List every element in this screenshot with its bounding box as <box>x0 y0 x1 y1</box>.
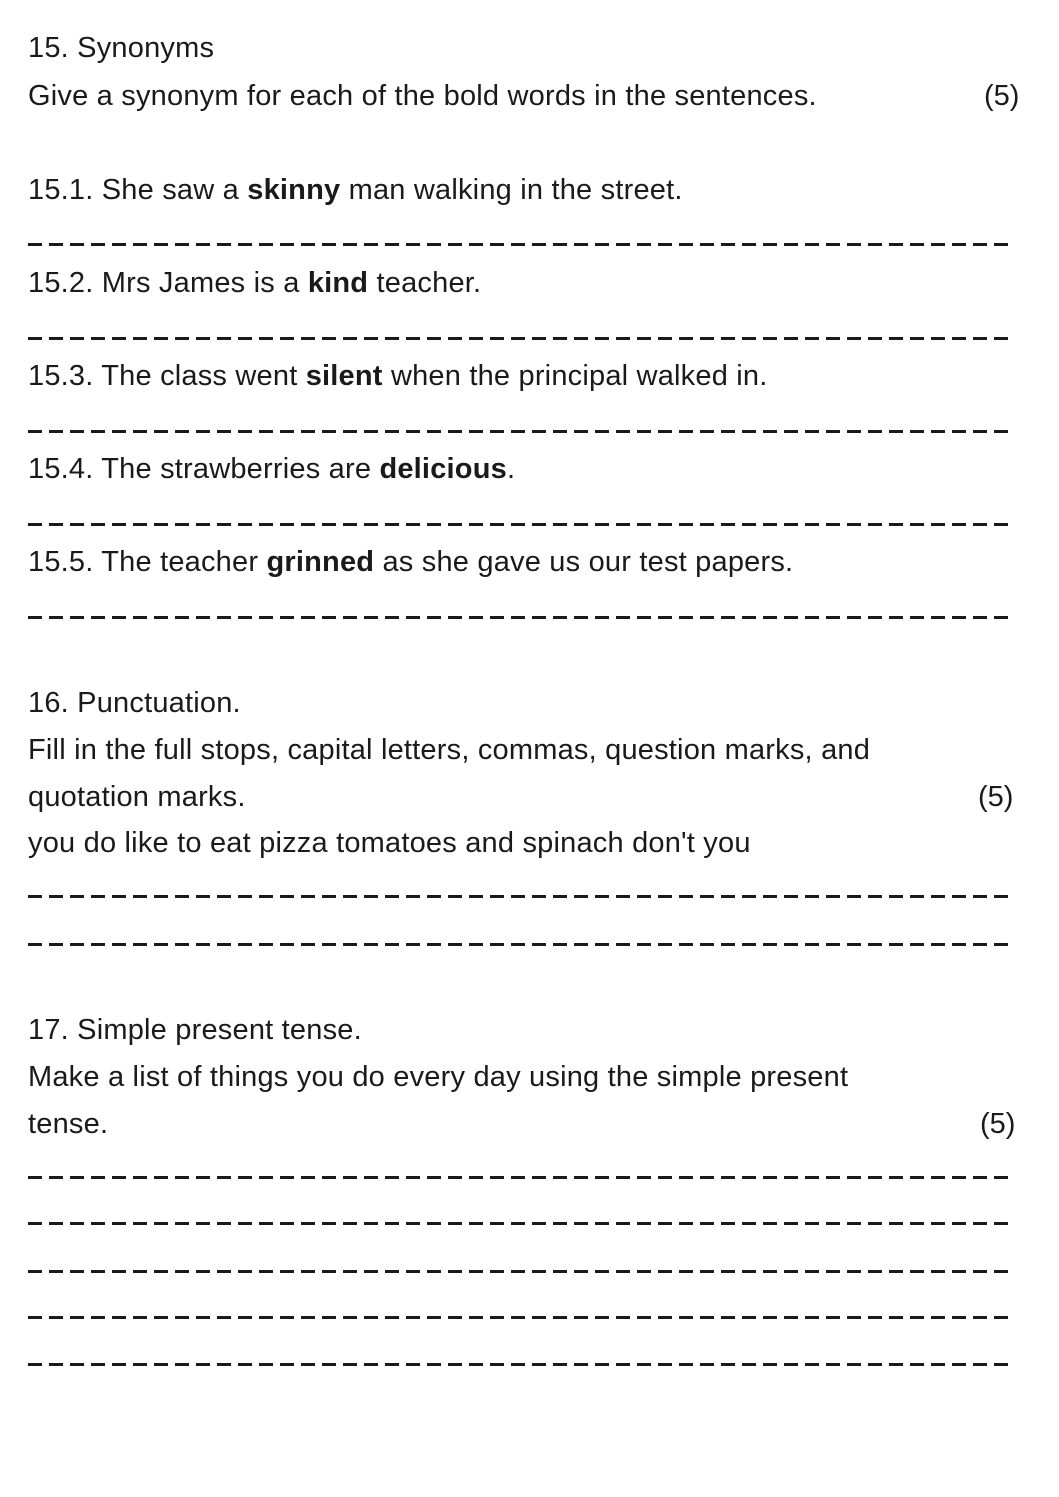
section-15-title: 15. Synonyms <box>28 32 215 64</box>
question-text-after: teacher. <box>376 267 482 299</box>
section-17-marks: (5) <box>980 1108 1016 1140</box>
question-15-5 <box>28 544 1028 580</box>
question-text-after: as she gave us our test papers. <box>382 546 794 578</box>
answer-line-17-1[interactable] <box>28 1176 1013 1179</box>
section-15-marks: (5) <box>984 80 1020 112</box>
question-text-before: The class went <box>101 360 298 392</box>
question-15-3 <box>28 358 1028 394</box>
answer-line-16-1[interactable] <box>28 895 1013 898</box>
question-number: 15.1. <box>28 174 94 206</box>
question-text-before: The strawberries are <box>101 453 372 485</box>
section-16-title: 16. Punctuation. <box>28 687 241 719</box>
answer-line-17-5[interactable] <box>28 1363 1013 1366</box>
section-17-instruction-line-1: Make a list of things you do every day using the simple present <box>28 1061 849 1093</box>
question-text-after: man walking in the street. <box>348 174 683 206</box>
section-16-sentence: you do like to eat pizza tomatoes and spinach don't you <box>28 827 751 859</box>
question-text-before: She saw a <box>101 174 239 206</box>
question-text-before: Mrs James is a <box>101 267 300 299</box>
bold-word: grinned <box>266 546 375 578</box>
answer-line-15-1[interactable] <box>28 243 1013 246</box>
question-text-after: . <box>506 453 516 485</box>
question-text-after: when the principal walked in. <box>390 360 768 392</box>
section-17-instruction-line-2: tense. <box>28 1108 109 1140</box>
answer-line-15-3[interactable] <box>28 430 1013 433</box>
answer-line-15-4[interactable] <box>28 523 1013 526</box>
section-16-instruction-line-2: quotation marks. <box>28 781 246 813</box>
bold-word: silent <box>305 360 383 392</box>
section-16-marks: (5) <box>978 781 1014 813</box>
answer-line-17-3[interactable] <box>28 1270 1013 1273</box>
question-number: 15.3. <box>28 360 94 392</box>
section-17-title: 17. Simple present tense. <box>28 1014 362 1046</box>
question-text-before: The teacher <box>101 546 259 578</box>
question-15-2 <box>28 265 1028 301</box>
question-number: 15.2. <box>28 267 94 299</box>
answer-line-15-2[interactable] <box>28 337 1013 340</box>
question-15-4 <box>28 451 1028 487</box>
section-15-instruction: Give a synonym for each of the bold words in the sentences. <box>28 80 817 112</box>
bold-word: delicious <box>379 453 507 485</box>
bold-word: skinny <box>247 174 341 206</box>
bold-word: kind <box>307 267 369 299</box>
section-16-instruction-line-1: Fill in the full stops, capital letters, commas, question marks, and <box>28 734 871 766</box>
answer-line-17-4[interactable] <box>28 1316 1013 1319</box>
answer-line-15-5[interactable] <box>28 616 1013 619</box>
question-15-1 <box>28 172 1028 208</box>
question-number: 15.4. <box>28 453 94 485</box>
answer-line-16-2[interactable] <box>28 943 1013 946</box>
question-number: 15.5. <box>28 546 94 578</box>
answer-line-17-2[interactable] <box>28 1222 1013 1225</box>
